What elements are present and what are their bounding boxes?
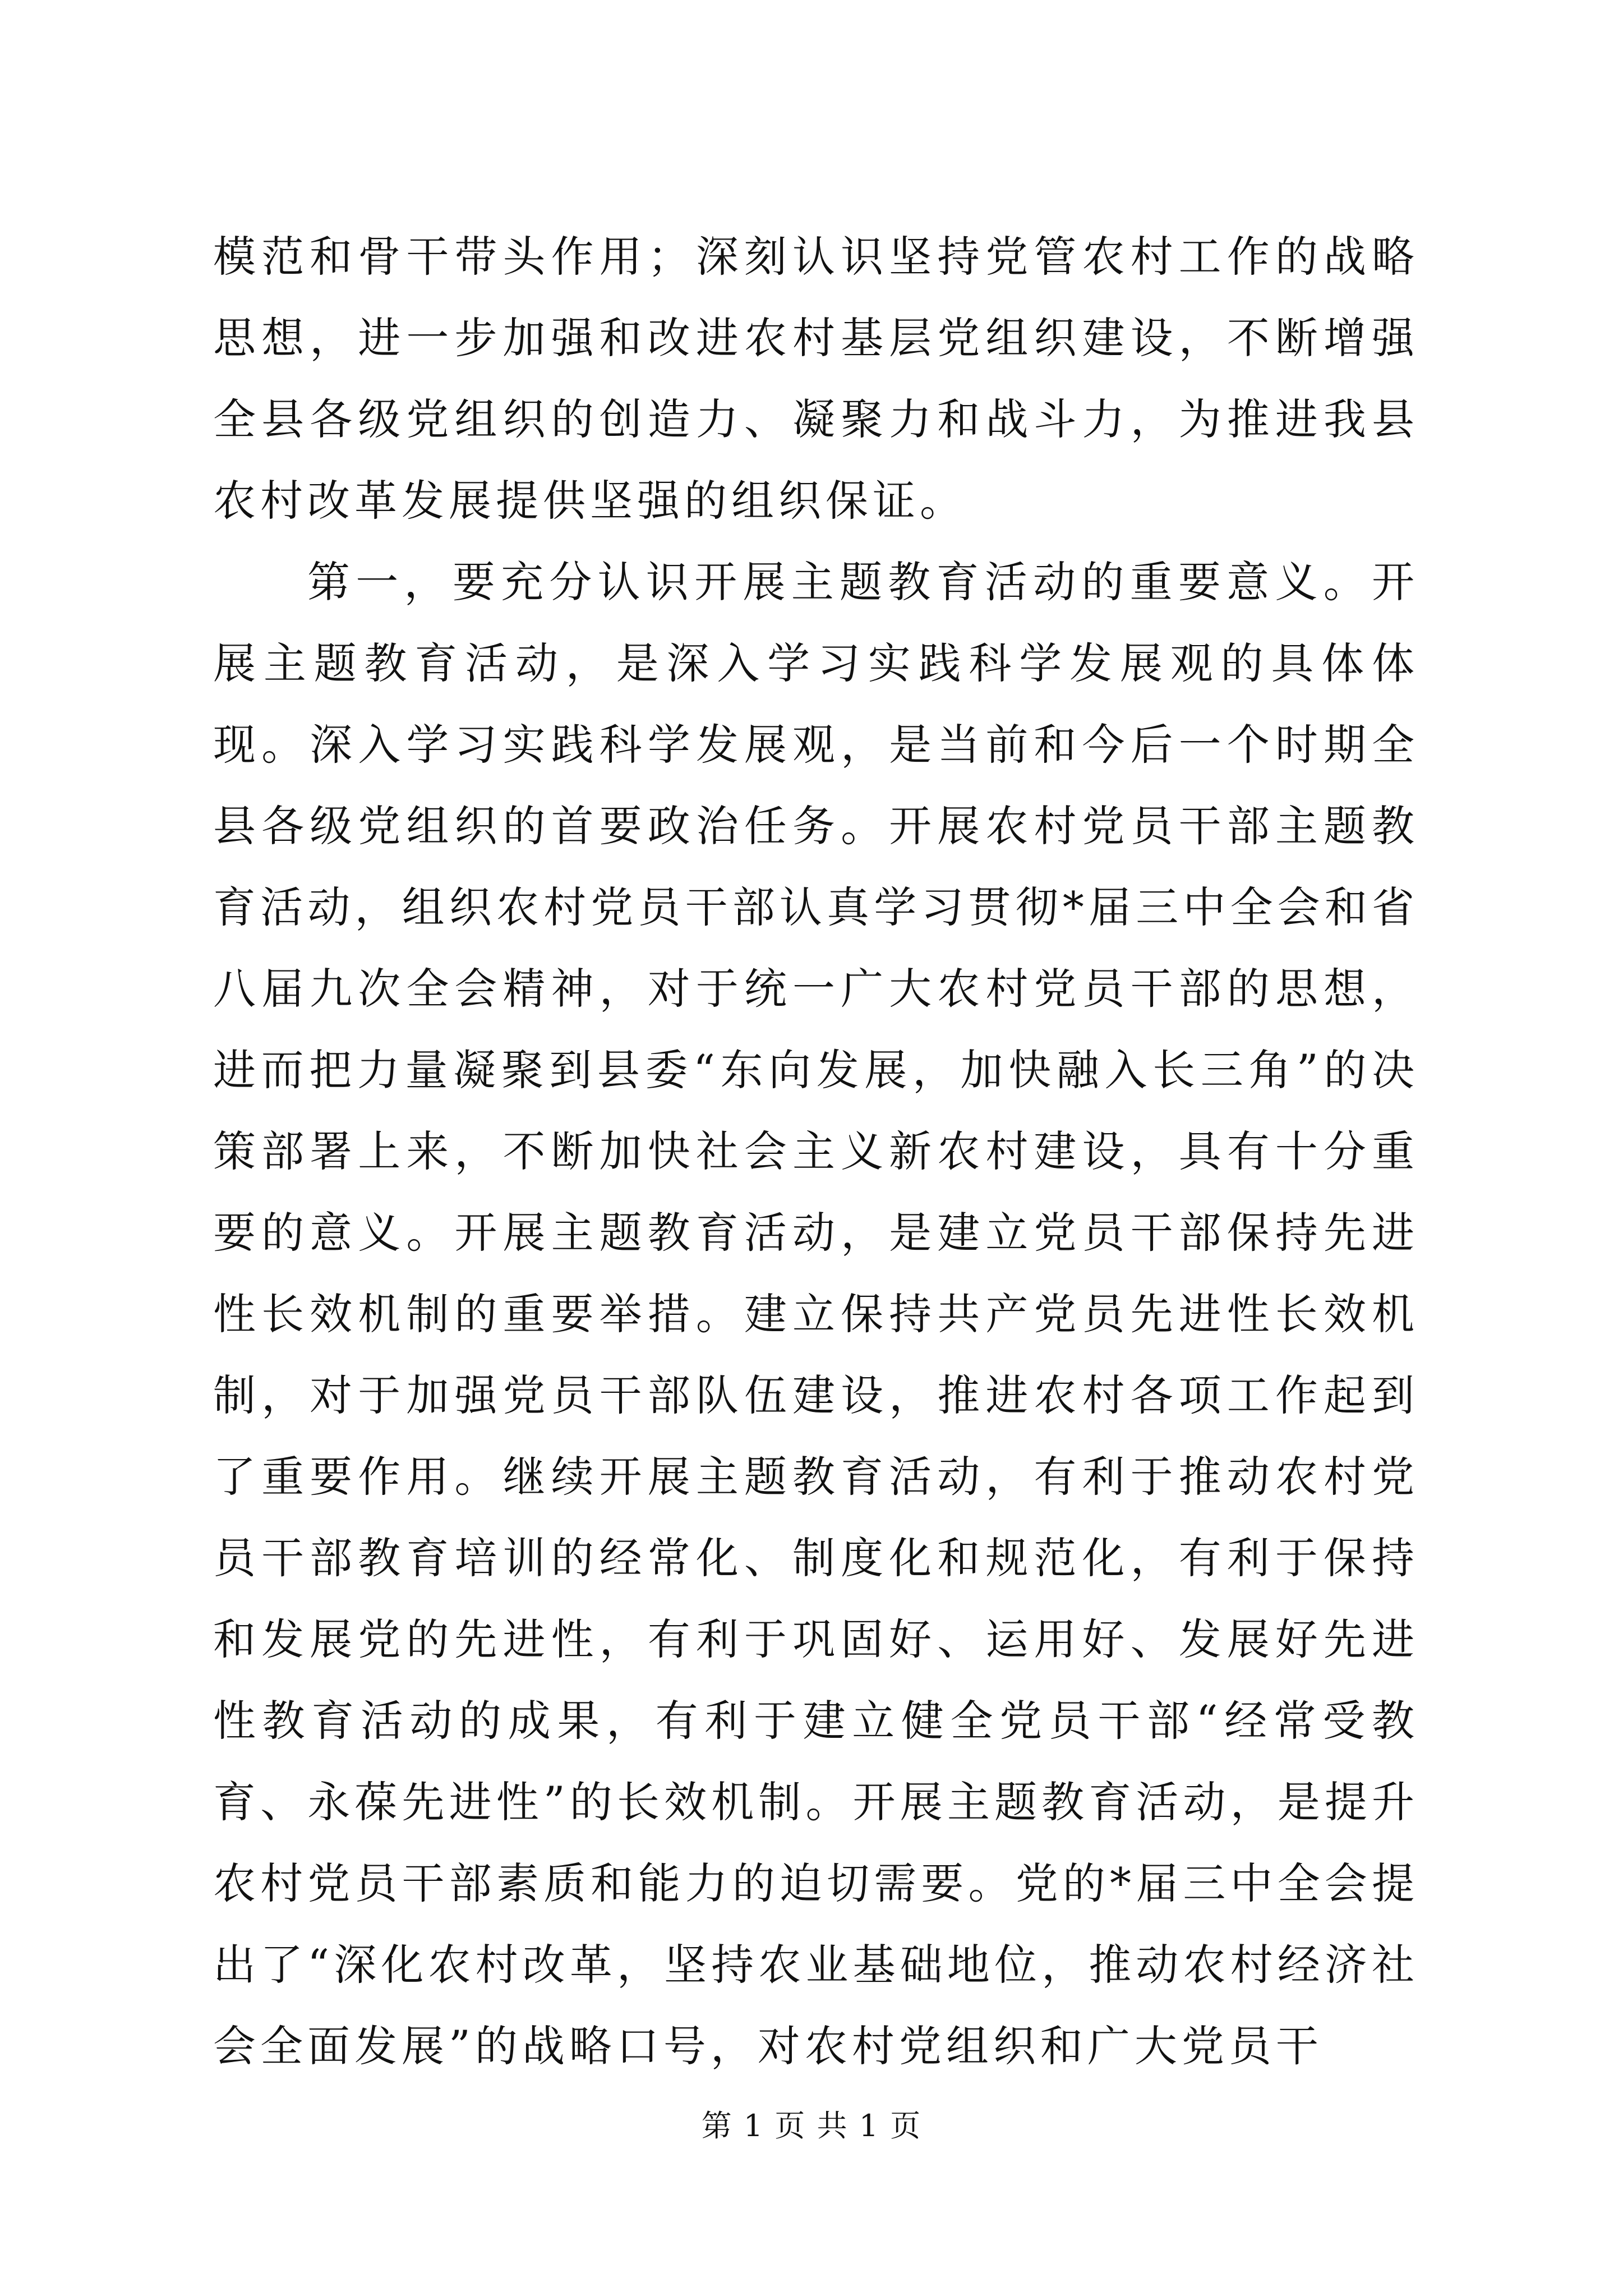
body-paragraph-2: 第一，要充分认识开展主题教育活动的重要意义。开展主题教育活动，是深入学习实践科学发展观的具体体现。深入学习实践科学发展观，是当前和今后一个时期全县各级党组织的首要政治任务。开展农村党员干部主题教育活动，组织农村党员干部认真学习贯彻*届三中全会和省八届九次全会精神，对于统一广大农村党员干部的思想，进而把力量凝聚到县委“东向发展，加快融入长三角”的决策部署上来，不断加快社会主义新农村建设，具有十分重要的意义。开展主题教育活动，是建立党员干部保持先进性长效机制的重要举措。建立保持共产党员先进性长效机制，对于加强党员干部队伍建设，推进农村各项工作起到了重要作用。继续开展主题教育活动，有利于推动农村党员干部教育培训的经常化、制度化和规范化，有利于保持和发展党的先进性，有利于巩固好、运用好、发展好先进性教育活动的成果，有利于建立健全党员干部“经常受教育、永葆先进性”的长效机制。开展主题教育活动，是提升农村党员干部素质和能力的迫切需要。党的*届三中全会提出了“深化农村改革，坚持农业基础地位，推动农村经济社会全面发展”的战略口号，对农村党组织和广大党员干 <box>213 557 1419 2071</box>
page-number-label: 第 1 页 共 1 页 <box>701 2108 922 2143</box>
page-footer <box>0 2106 1623 2146</box>
body-paragraph-1: 模范和骨干带头作用；深刻认识坚持党管农村工作的战略思想，进一步加强和改进农村基层党组织建设，不断增强全县各级党组织的创造力、凝聚力和战斗力，为推进我县农村改革发展提供坚强的组织保证。 <box>213 232 1419 526</box>
document-body <box>213 216 1419 2087</box>
